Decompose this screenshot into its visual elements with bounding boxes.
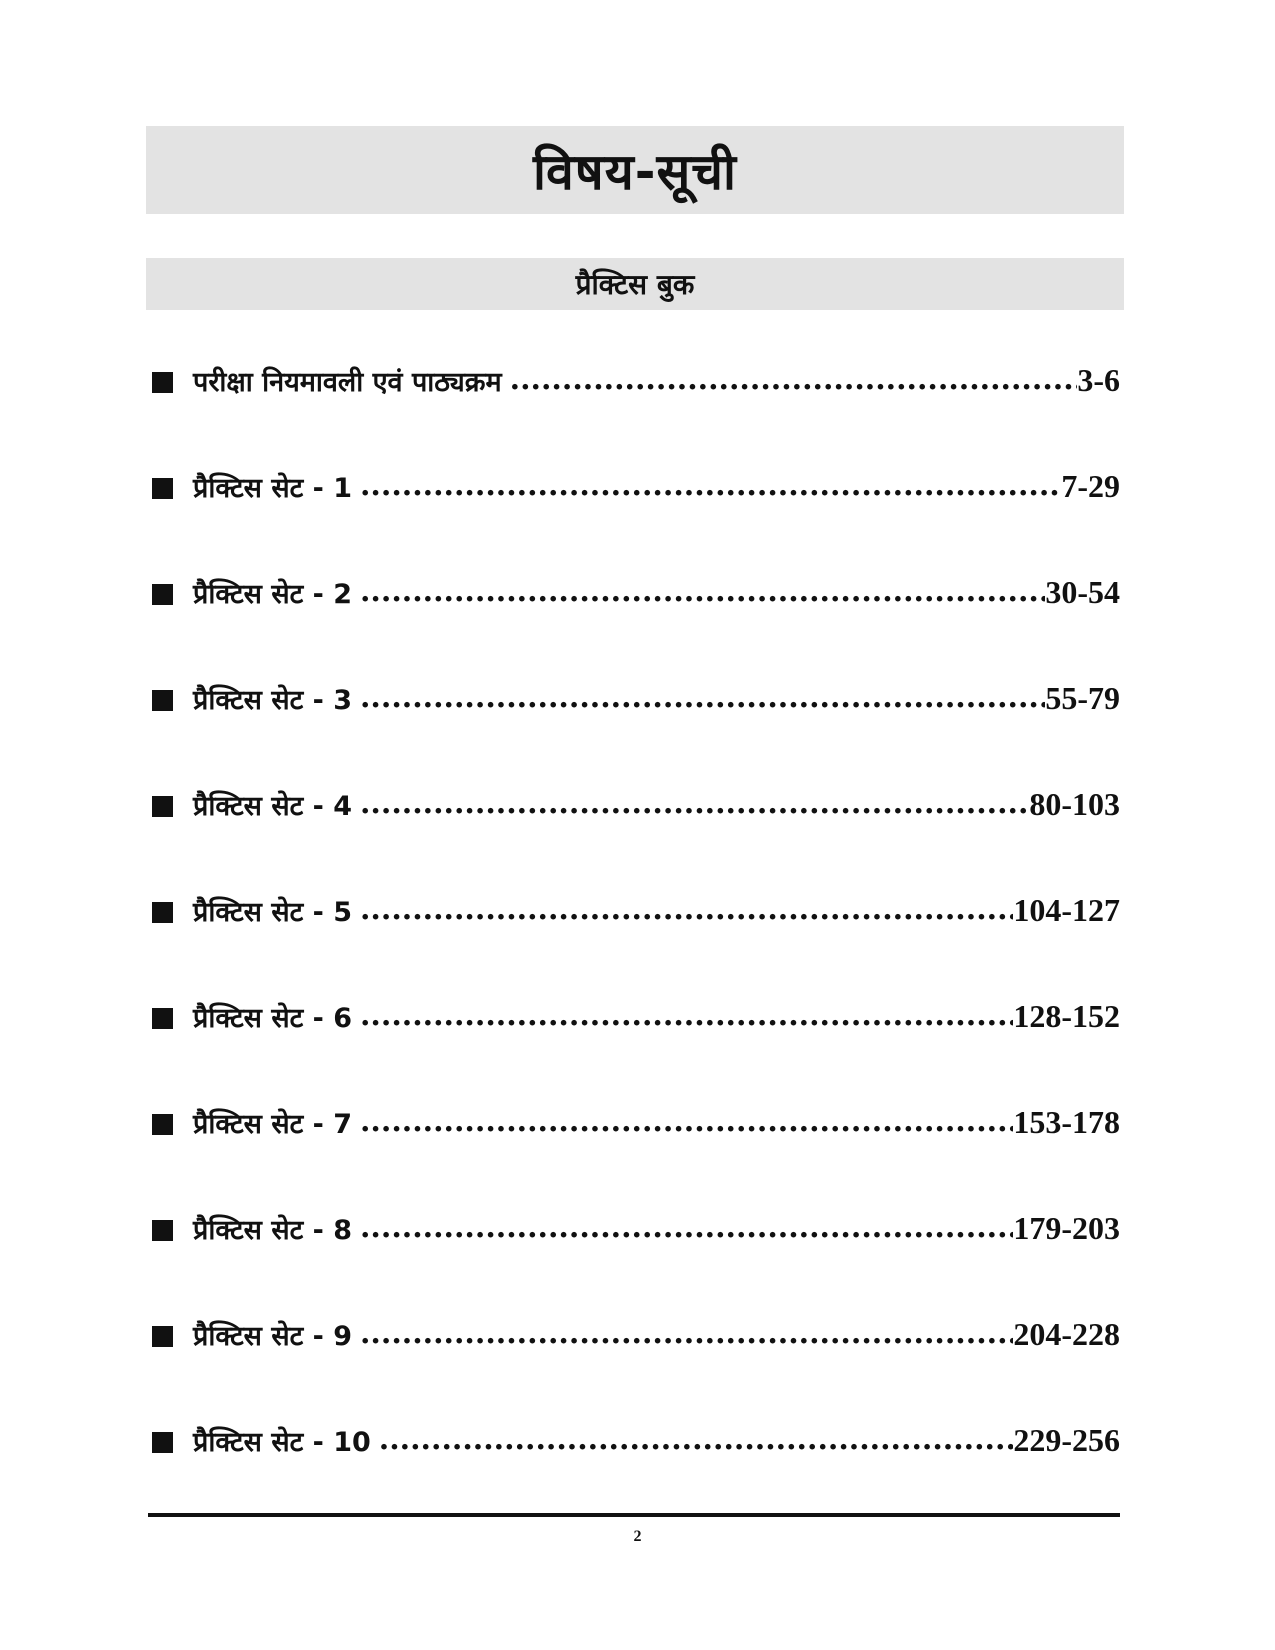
square-bullet-icon bbox=[152, 372, 173, 393]
dot-leader bbox=[360, 1104, 1013, 1139]
square-bullet-icon bbox=[152, 1008, 173, 1029]
square-bullet-icon bbox=[152, 902, 173, 923]
dot-leader bbox=[360, 786, 1029, 821]
toc-entry-pages: 55-79 bbox=[1045, 680, 1120, 716]
toc-entry[interactable] bbox=[152, 680, 1120, 786]
toc-entry-label: प्रैक्टिस सेट - 7 bbox=[193, 1109, 352, 1140]
square-bullet-icon bbox=[152, 1114, 173, 1135]
toc-entry-label: प्रैक्टिस सेट - 6 bbox=[193, 1003, 352, 1034]
table-of-contents bbox=[152, 362, 1120, 1528]
toc-entry[interactable] bbox=[152, 1316, 1120, 1422]
section-subtitle: प्रैक्टिस बुक bbox=[575, 268, 695, 301]
square-bullet-icon bbox=[152, 1220, 173, 1241]
toc-entry-pages: 3-6 bbox=[1077, 362, 1120, 398]
toc-entry[interactable] bbox=[152, 574, 1120, 680]
page-title: विषय-सूची bbox=[533, 143, 737, 201]
footer-rule bbox=[148, 1513, 1120, 1517]
toc-entry[interactable] bbox=[152, 786, 1120, 892]
square-bullet-icon bbox=[152, 1326, 173, 1347]
dot-leader bbox=[360, 680, 1045, 715]
dot-leader bbox=[360, 574, 1045, 609]
toc-entry[interactable] bbox=[152, 892, 1120, 998]
toc-entry-pages: 179-203 bbox=[1013, 1210, 1120, 1246]
toc-entry-label: प्रैक्टिस सेट - 10 bbox=[193, 1427, 371, 1458]
subtitle-band bbox=[146, 258, 1124, 310]
title-band bbox=[146, 126, 1124, 214]
toc-entry[interactable] bbox=[152, 468, 1120, 574]
square-bullet-icon bbox=[152, 796, 173, 817]
toc-entry[interactable] bbox=[152, 1104, 1120, 1210]
page-number: 2 bbox=[633, 1528, 642, 1545]
dot-leader bbox=[360, 468, 1061, 503]
toc-entry-pages: 153-178 bbox=[1013, 1104, 1120, 1140]
toc-entry-label: प्रैक्टिस सेट - 5 bbox=[193, 897, 352, 928]
toc-entry-label: प्रैक्टिस सेट - 9 bbox=[193, 1321, 352, 1352]
dot-leader bbox=[510, 362, 1078, 397]
dot-leader bbox=[360, 998, 1013, 1033]
dot-leader bbox=[360, 892, 1013, 927]
toc-entry-label: प्रैक्टिस सेट - 1 bbox=[193, 473, 352, 504]
toc-entry-label: प्रैक्टिस सेट - 4 bbox=[193, 791, 352, 822]
toc-entry-label: प्रैक्टिस सेट - 3 bbox=[193, 685, 352, 716]
toc-entry[interactable] bbox=[152, 998, 1120, 1104]
dot-leader bbox=[360, 1210, 1013, 1245]
toc-entry[interactable] bbox=[152, 1210, 1120, 1316]
square-bullet-icon bbox=[152, 1432, 173, 1453]
square-bullet-icon bbox=[152, 584, 173, 605]
square-bullet-icon bbox=[152, 478, 173, 499]
square-bullet-icon bbox=[152, 690, 173, 711]
toc-entry-pages: 80-103 bbox=[1029, 786, 1120, 822]
toc-entry-pages: 104-127 bbox=[1013, 892, 1120, 928]
dot-leader bbox=[379, 1422, 1014, 1457]
toc-entry-pages: 229-256 bbox=[1013, 1422, 1120, 1458]
toc-entry-pages: 128-152 bbox=[1013, 998, 1120, 1034]
toc-entry-label: प्रैक्टिस सेट - 2 bbox=[193, 579, 352, 610]
toc-entry-pages: 204-228 bbox=[1013, 1316, 1120, 1352]
toc-entry-label: परीक्षा नियमावली एवं पाठ्यक्रम bbox=[193, 367, 502, 398]
toc-entry-pages: 30-54 bbox=[1045, 574, 1120, 610]
dot-leader bbox=[360, 1316, 1013, 1351]
toc-entry[interactable] bbox=[152, 362, 1120, 468]
toc-entry-label: प्रैक्टिस सेट - 8 bbox=[193, 1215, 352, 1246]
toc-entry-pages: 7-29 bbox=[1061, 468, 1120, 504]
